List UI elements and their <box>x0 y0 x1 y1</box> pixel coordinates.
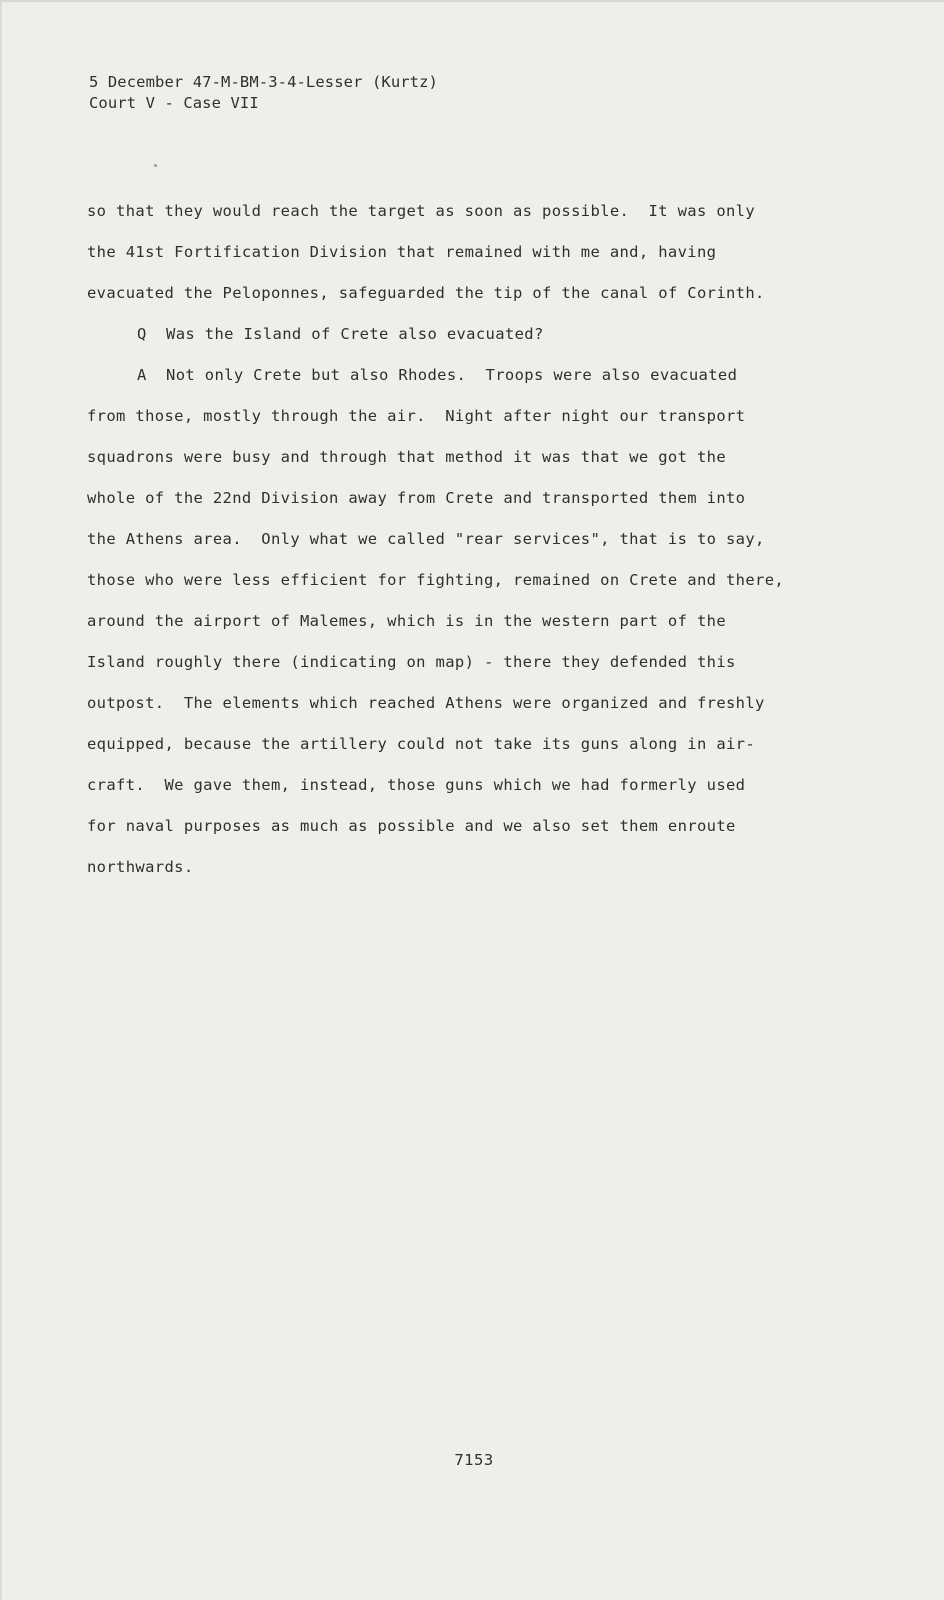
transcript-line: from those, mostly through the air. Night after night our transport <box>87 407 746 425</box>
answer-line: A Not only Crete but also Rhodes. Troops were also evacuated <box>137 366 738 384</box>
transcript-line: squadrons were busy and through that method it was that we got the <box>87 448 726 466</box>
transcript-line: northwards. <box>87 858 194 876</box>
transcript-line: equipped, because the artillery could not take its guns along in air- <box>87 735 756 753</box>
page-number: 7153 <box>454 1451 494 1469</box>
transcript-line: Island roughly there (indicating on map) - there they defended this <box>87 653 736 671</box>
transcript-line: so that they would reach the target as soon as possible. It was only <box>87 202 756 220</box>
transcript-line: the Athens area. Only what we called "rear services", that is to say, <box>87 530 765 548</box>
header-date-reference: 5 December 47-M-BM-3-4-Lesser (Kurtz) <box>89 73 438 91</box>
transcript-line: for naval purposes as much as possible and we also set them enroute <box>87 817 736 835</box>
transcript-line: craft. We gave them, instead, those guns which we had formerly used <box>87 776 746 794</box>
transcript-line: outpost. The elements which reached Athens were organized and freshly <box>87 694 765 712</box>
header-court-case: Court V - Case VII <box>89 94 259 112</box>
paper-speck <box>154 164 157 167</box>
transcript-line: around the airport of Malemes, which is in the western part of the <box>87 612 726 630</box>
transcript-line: whole of the 22nd Division away from Crete and transported them into <box>87 489 746 507</box>
transcript-body <box>87 191 867 888</box>
transcript-line: those who were less efficient for fighting, remained on Crete and there, <box>87 571 785 589</box>
question-line: Q Was the Island of Crete also evacuated? <box>137 325 544 343</box>
document-header <box>89 72 438 114</box>
transcript-line: the 41st Fortification Division that remained with me and, having <box>87 243 717 261</box>
transcript-line: evacuated the Peloponnes, safeguarded the tip of the canal of Corinth. <box>87 284 765 302</box>
